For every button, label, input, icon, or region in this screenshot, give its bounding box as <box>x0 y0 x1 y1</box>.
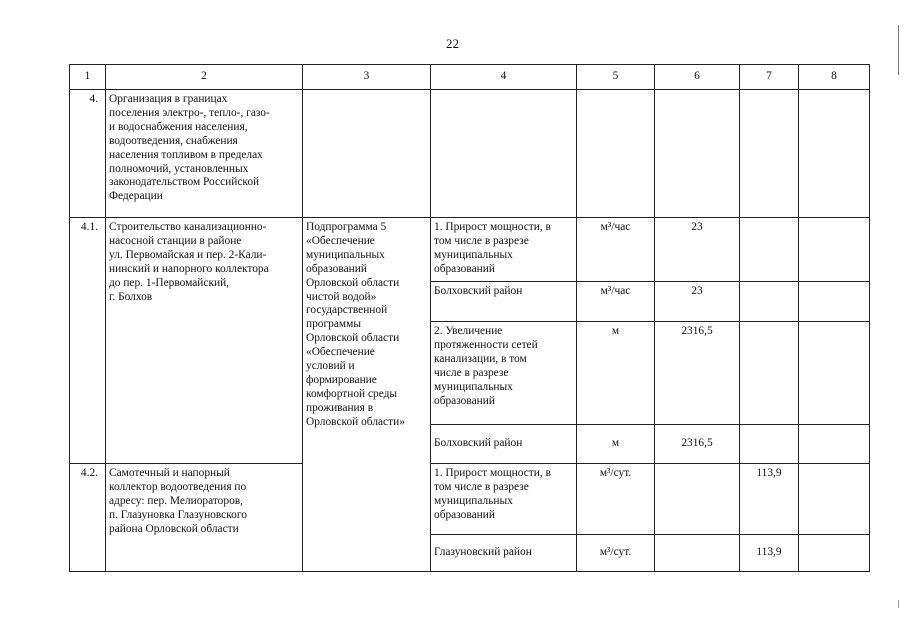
page-edge-mark <box>898 25 899 75</box>
column-number: 2 <box>106 65 303 90</box>
column-number: 1 <box>70 65 106 90</box>
value-cell: 23 <box>655 218 740 282</box>
column-number: 6 <box>655 65 740 90</box>
value-cell <box>799 282 870 322</box>
project-title: Строительство канализационно- насосной станции в районе ул. Первомайская и пер. 2-Кали- нинский и напорного коллектора до пер. 1-Первомайский, г. Болхов <box>106 218 303 464</box>
empty-cell <box>799 90 870 218</box>
indicator-cell: Болховский район <box>431 425 577 464</box>
empty-cell <box>431 90 577 218</box>
value-cell <box>740 282 799 322</box>
table-row <box>70 464 870 535</box>
program-name: Подпрограмма 5 «Обеспечение муниципальных образований Орловской области чистой водой» государственной программы Орловской области «Обеспечение условий и формирование комфортной среды проживания в Орловской области» <box>303 218 431 572</box>
indicator-cell: 2. Увеличение протяженности сетей канализации, в том числе в разрезе муниципальных образований <box>431 322 577 425</box>
value-cell: 113,9 <box>740 464 799 535</box>
value-cell: 2316,5 <box>655 425 740 464</box>
value-cell: 2316,5 <box>655 322 740 425</box>
row-number: 4.1. <box>70 218 106 464</box>
program-table <box>69 64 870 572</box>
value-cell <box>799 425 870 464</box>
value-cell <box>740 322 799 425</box>
column-number: 7 <box>740 65 799 90</box>
indicator-cell: Глазуновский район <box>431 535 577 572</box>
column-number: 8 <box>799 65 870 90</box>
column-number-row <box>70 65 870 90</box>
empty-cell <box>655 90 740 218</box>
empty-cell <box>303 90 431 218</box>
column-number: 3 <box>303 65 431 90</box>
empty-cell <box>577 90 655 218</box>
empty-cell <box>740 90 799 218</box>
unit-cell: м³/сут. <box>577 464 655 535</box>
unit-cell: м³/час <box>577 218 655 282</box>
value-cell: 23 <box>655 282 740 322</box>
indicator-cell: Болховский район <box>431 282 577 322</box>
table-row <box>70 218 870 282</box>
value-cell <box>655 535 740 572</box>
row-number: 4.2. <box>70 464 106 572</box>
column-number: 4 <box>431 65 577 90</box>
value-cell <box>799 218 870 282</box>
unit-cell: м³/сут. <box>577 535 655 572</box>
value-cell <box>799 535 870 572</box>
table-row <box>70 90 870 218</box>
row-number: 4. <box>70 90 106 218</box>
unit-cell: м³/час <box>577 282 655 322</box>
indicator-cell: 1. Прирост мощности, в том числе в разрезе муниципальных образований <box>431 218 577 282</box>
page-edge-mark <box>898 600 899 608</box>
value-cell <box>740 218 799 282</box>
column-number: 5 <box>577 65 655 90</box>
page-number: 22 <box>446 36 459 51</box>
unit-cell: м <box>577 425 655 464</box>
value-cell <box>740 425 799 464</box>
value-cell <box>655 464 740 535</box>
project-title: Самотечный и напорный коллектор водоотведения по адресу: пер. Мелиораторов, п. Глазуновка Глазуновского района Орловской области <box>106 464 303 572</box>
value-cell: 113,9 <box>740 535 799 572</box>
section-title: Организация в границах поселения электро-, тепло-, газо- и водоснабжения населения, водоотведения, снабжения населения топливом в пределах полномочий, установленных законодательством Российской Федерации <box>106 90 303 218</box>
value-cell <box>799 464 870 535</box>
indicator-cell: 1. Прирост мощности, в том числе в разрезе муниципальных образований <box>431 464 577 535</box>
value-cell <box>799 322 870 425</box>
unit-cell: м <box>577 322 655 425</box>
